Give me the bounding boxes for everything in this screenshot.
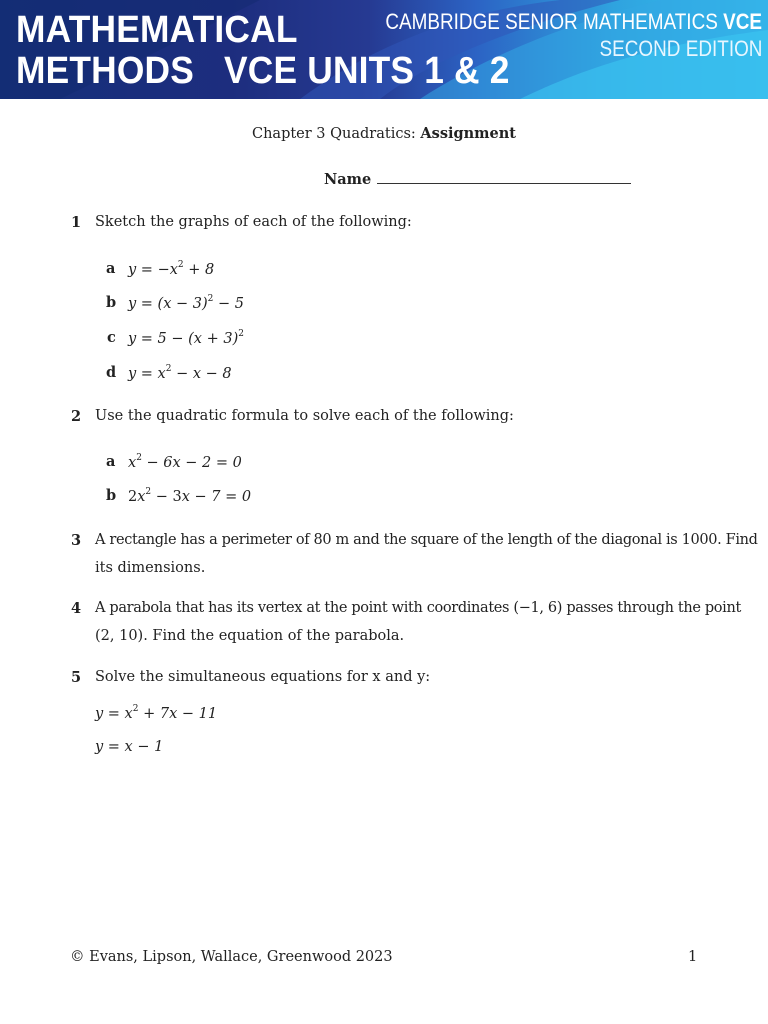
simultaneous-equation: y = x − 1: [95, 739, 164, 755]
name-label: Name: [324, 171, 372, 188]
part-label: a: [106, 453, 116, 470]
part-equation: $2x^2 - 3x - 7 = 0$: [128, 487, 252, 505]
question-text: Use the quadratic formula to solve each of the following:: [95, 408, 514, 424]
question-text-line1: A parabola that has its vertex at the point with coordinates (−1, 6) passes through the point: [95, 600, 741, 616]
name-field[interactable]: [324, 169, 631, 188]
part-label: b: [106, 294, 117, 311]
part-label: b: [106, 487, 117, 504]
footer-copyright: © Evans, Lipson, Wallace, Greenwood 2023: [70, 949, 393, 965]
question-text-line2: (2, 10). Find the equation of the parabola.: [95, 628, 405, 644]
eq-x: x: [169, 262, 178, 278]
part-label: c: [107, 329, 116, 346]
question-number: 3: [71, 532, 82, 549]
question-number: 4: [71, 600, 82, 617]
series-suffix: VCE: [723, 9, 762, 34]
banner-title-line1: MATHEMATICAL: [16, 9, 298, 51]
simultaneous-equation: $y = x^2 + 7x - 11$: [95, 704, 218, 722]
page-number: 1: [688, 949, 698, 965]
edition-label: SECOND EDITION: [599, 36, 762, 61]
part-equation: $y = x^2 - x - 8$: [128, 364, 232, 382]
part-label: d: [106, 364, 117, 381]
assignment-label: Assignment: [420, 125, 516, 142]
question-text: Sketch the graphs of each of the following:: [95, 214, 412, 230]
header-banner: [0, 0, 768, 99]
banner-title-line2: METHODS VCE UNITS 1 & 2: [16, 50, 510, 92]
chapter-title: Chapter 3 Quadratics:: [252, 126, 416, 142]
question-number: 5: [71, 669, 82, 686]
question-text: Solve the simultaneous equations for x and y:: [95, 669, 431, 685]
part-equation: $y = 5 - (x + 3)^2$: [128, 329, 244, 347]
series-prefix: CAMBRIDGE SENIOR MATHEMATICS: [385, 9, 724, 34]
page-heading: [0, 125, 768, 142]
question-number: 2: [71, 408, 82, 425]
part-label: a: [106, 260, 116, 277]
question-text-line1: A rectangle has a perimeter of 80 m and the square of the length of the diagonal is 1000. Find: [95, 532, 758, 548]
question-text-line2: its dimensions.: [95, 560, 206, 576]
name-blank-line[interactable]: [377, 169, 631, 184]
question-number: 1: [71, 214, 82, 231]
series-name: [385, 11, 762, 33]
part-equation: $y = (x - 3)^2 - 5$: [128, 294, 244, 312]
eq-y: y: [128, 262, 137, 278]
part-equation: $y = -x^2 + 8$: [128, 260, 215, 278]
part-equation: $x^2 - 6x - 2 = 0$: [128, 453, 242, 471]
